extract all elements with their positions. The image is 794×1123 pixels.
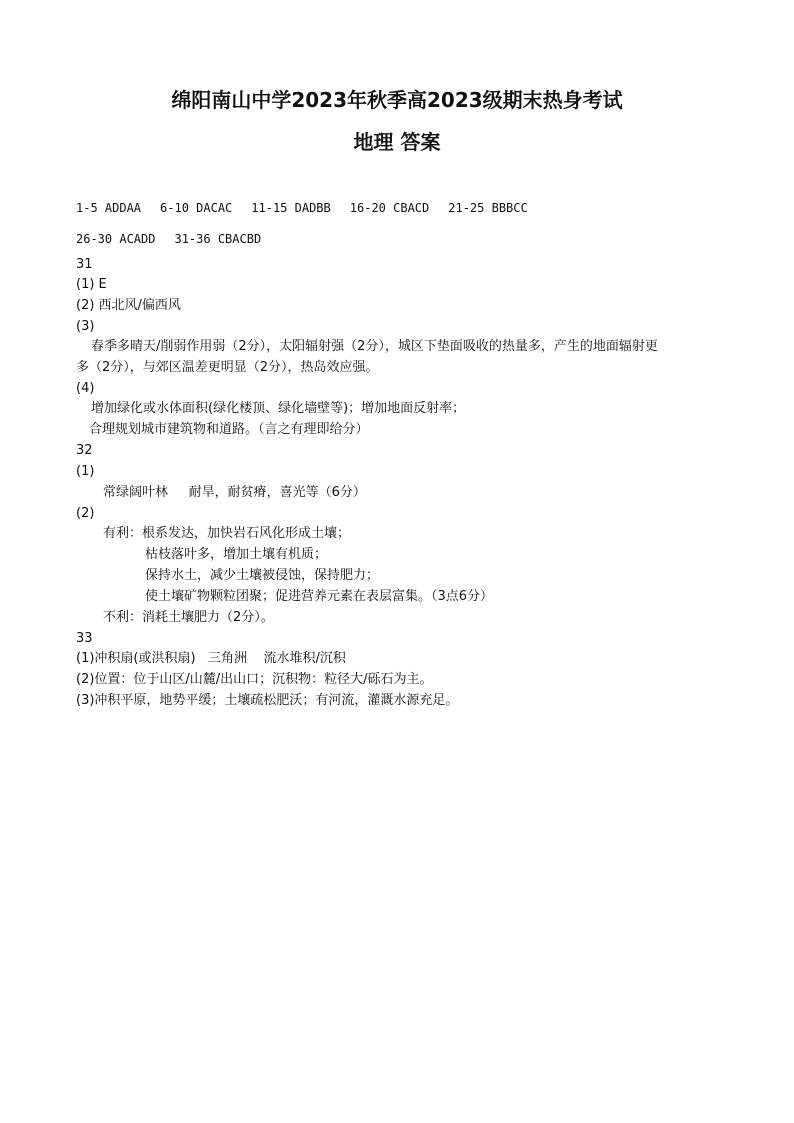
question-31-part-1: (1) E	[76, 277, 107, 292]
question-33-line-2: (2)位置：位于山区/山麓/出山口；沉积物：粒径大/砾石为主。	[76, 672, 433, 687]
document-subtitle: 地理 答案	[353, 130, 441, 154]
question-32-part-2-line-4: 使土壤矿物颗粒团聚；促进营养元素在表层富集。（3点6分）	[145, 589, 494, 604]
answer-group: 1-5 ADDAA	[76, 201, 142, 215]
question-32-part-2-label: (2)	[76, 506, 95, 521]
document-title: 绵阳南山中学2023年秋季高2023级期末热身考试	[171, 88, 623, 112]
question-32-part-2-line-3: 保持水土，减少土壤被侵蚀，保持肥力；	[145, 568, 380, 583]
question-31-part-4-line-1: 增加绿化或水体面积(绿化楼顶、绿化墙壁等)；增加地面反射率；	[91, 401, 466, 416]
question-32-part-2-line-1: 有利：根系发达，加快岩石风化形成土壤；	[103, 526, 351, 541]
question-31-number: 31	[76, 257, 93, 272]
question-33-number: 33	[76, 631, 93, 646]
question-31-part-2: (2) 西北风/偏西风	[76, 298, 181, 313]
question-32-part-2-line-2: 枯枝落叶多，增加土壤有机质；	[145, 547, 328, 562]
answer-group: 11-15 DADBB	[251, 201, 331, 215]
choice-answers-row-1	[76, 199, 547, 217]
question-33-line-1: (1)冲积扇(或洪积扇) 三角洲 流水堆积/沉积	[76, 651, 346, 666]
answer-group: 21-25 BBBCC	[448, 201, 528, 215]
question-31-part-4-label: (4)	[76, 381, 95, 396]
question-31-part-3-label: (3)	[76, 319, 95, 334]
choice-answers-row-2	[76, 230, 280, 248]
answer-group: 26-30 ACADD	[76, 232, 156, 246]
question-32-part-1-label: (1)	[76, 464, 95, 479]
question-32-part-1-text: 常绿阔叶林 耐旱，耐贫瘠，喜光等（6分）	[103, 485, 366, 500]
question-32-part-2-line-5: 不利：消耗土壤肥力（2分）。	[103, 610, 274, 625]
question-31-part-3-line-2: 多（2分），与郊区温差更明显（2分），热岛效应强。	[76, 360, 379, 375]
answer-group: 16-20 CBACD	[349, 201, 430, 215]
question-32-number: 32	[76, 443, 93, 458]
question-31-part-3-line-1: 春季多晴天/削弱作用弱（2分），太阳辐射强（2分），城区下垫面吸收的热量多，产生的地面辐射更	[91, 339, 658, 354]
question-33-line-3: (3)冲积平原，地势平缓；土壤疏松肥沃；有河流，灌溉水源充足。	[76, 693, 459, 708]
answer-group: 6-10 DACAC	[160, 201, 233, 215]
question-31-part-4-line-2: 合理规划城市建筑物和道路。（言之有理即给分）	[89, 422, 369, 437]
answer-group: 31-36 CBACBD	[174, 232, 262, 246]
